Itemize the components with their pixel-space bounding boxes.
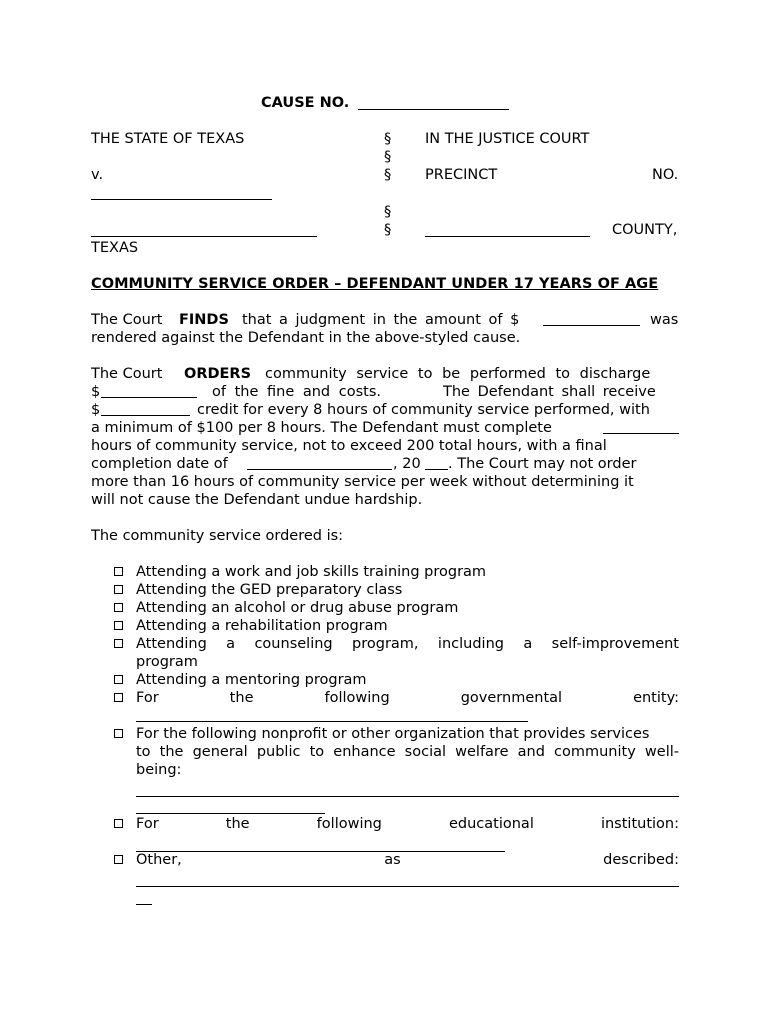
- checkbox[interactable]: [114, 855, 123, 864]
- finds-text-end: was: [650, 312, 679, 328]
- checkbox[interactable]: [114, 603, 123, 612]
- option-counseling-line2: program: [136, 654, 198, 670]
- checkbox[interactable]: [114, 693, 123, 702]
- orders-prefix: The Court: [91, 366, 163, 382]
- orders-text-line7: more than 16 hours of community service per week without determining it: [91, 474, 634, 490]
- orders-dollar: $: [91, 384, 101, 400]
- checkbox[interactable]: [114, 675, 123, 684]
- orders-text-line2a: of the fine and costs.: [212, 384, 381, 400]
- cause-number-blank[interactable]: [358, 109, 509, 110]
- county-label: COUNTY,: [612, 222, 678, 238]
- other-description-blank[interactable]: [136, 886, 679, 887]
- ordered-is-label: The community service ordered is:: [91, 528, 344, 544]
- community-service-amount-blank[interactable]: [101, 397, 197, 398]
- completion-year-blank[interactable]: [425, 469, 448, 470]
- section-sign: §: [384, 167, 392, 183]
- orders-text-line1: community service to be performed to discharge: [265, 366, 651, 382]
- orders-text-line2b: The Defendant shall receive: [443, 384, 656, 400]
- finds-text-line2: rendered against the Defendant in the above-styled cause.: [91, 330, 521, 346]
- justice-court-label: IN THE JUSTICE COURT: [425, 131, 590, 147]
- option-nonprofit-line2: to the general public to enhance social welfare and community well-: [136, 744, 679, 760]
- defendant-name-blank[interactable]: [91, 199, 272, 200]
- orders-dollar: $: [91, 402, 101, 418]
- finds-text: that a judgment in the amount of $: [242, 312, 520, 328]
- option-rehabilitation: Attending a rehabilitation program: [136, 618, 388, 634]
- option-educational: For the following educational institution:: [136, 816, 679, 832]
- finds-keyword: FINDS: [179, 312, 229, 328]
- option-counseling: Attending a counseling program, including a self-improvement: [136, 636, 679, 652]
- nonprofit-blank[interactable]: [136, 796, 679, 797]
- option-work-skills: Attending a work and job skills training program: [136, 564, 487, 580]
- other-description-blank-2[interactable]: [136, 904, 152, 905]
- option-ged: Attending the GED preparatory class: [136, 582, 403, 598]
- orders-text-line6c: . The Court may not order: [448, 456, 637, 472]
- completion-date-blank[interactable]: [247, 469, 392, 470]
- option-alcohol-drug: Attending an alcohol or drug abuse program: [136, 600, 459, 616]
- defendant-name-blank-2[interactable]: [91, 236, 317, 237]
- checkbox[interactable]: [114, 819, 123, 828]
- section-sign: §: [384, 131, 392, 147]
- nonprofit-blank-2[interactable]: [136, 813, 325, 814]
- cause-number-label: CAUSE NO.: [261, 95, 350, 111]
- finds-prefix: The Court: [91, 312, 163, 328]
- checkbox[interactable]: [114, 585, 123, 594]
- option-nonprofit: For the following nonprofit or other organization that provides services: [136, 726, 650, 742]
- judgment-amount-blank[interactable]: [543, 325, 640, 326]
- order-title: COMMUNITY SERVICE ORDER – DEFENDANT UNDER 17 YEARS OF AGE: [91, 276, 659, 292]
- orders-text-line4: a minimum of $100 per 8 hours. The Defendant must complete: [91, 420, 552, 436]
- option-other: Other, as described:: [136, 852, 679, 868]
- orders-text-line6b: , 20: [393, 456, 421, 472]
- option-mentoring: Attending a mentoring program: [136, 672, 367, 688]
- option-nonprofit-line3: being:: [136, 762, 182, 778]
- section-sign: §: [384, 149, 392, 165]
- versus-label: v.: [91, 167, 104, 183]
- orders-text-line6a: completion date of: [91, 456, 228, 472]
- credit-amount-blank[interactable]: [101, 415, 190, 416]
- orders-text-line8: will not cause the Defendant undue hardship.: [91, 492, 423, 508]
- precinct-no-label: NO.: [652, 167, 679, 183]
- orders-text-line3: credit for every 8 hours of community service performed, with: [197, 402, 650, 418]
- county-name-blank[interactable]: [425, 236, 590, 237]
- state-of-texas-label: THE STATE OF TEXAS: [91, 131, 245, 147]
- checkbox[interactable]: [114, 639, 123, 648]
- section-sign: §: [384, 222, 392, 238]
- checkbox[interactable]: [114, 621, 123, 630]
- checkbox[interactable]: [114, 567, 123, 576]
- governmental-entity-blank[interactable]: [136, 721, 528, 722]
- texas-label: TEXAS: [91, 240, 139, 256]
- orders-keyword: ORDERS: [184, 366, 252, 382]
- section-sign: §: [384, 204, 392, 220]
- orders-text-line5: hours of community service, not to exceed 200 total hours, with a final: [91, 438, 607, 454]
- checkbox[interactable]: [114, 729, 123, 738]
- option-governmental: For the following governmental entity:: [136, 690, 679, 706]
- precinct-label: PRECINCT: [425, 167, 498, 183]
- hours-blank[interactable]: [603, 433, 679, 434]
